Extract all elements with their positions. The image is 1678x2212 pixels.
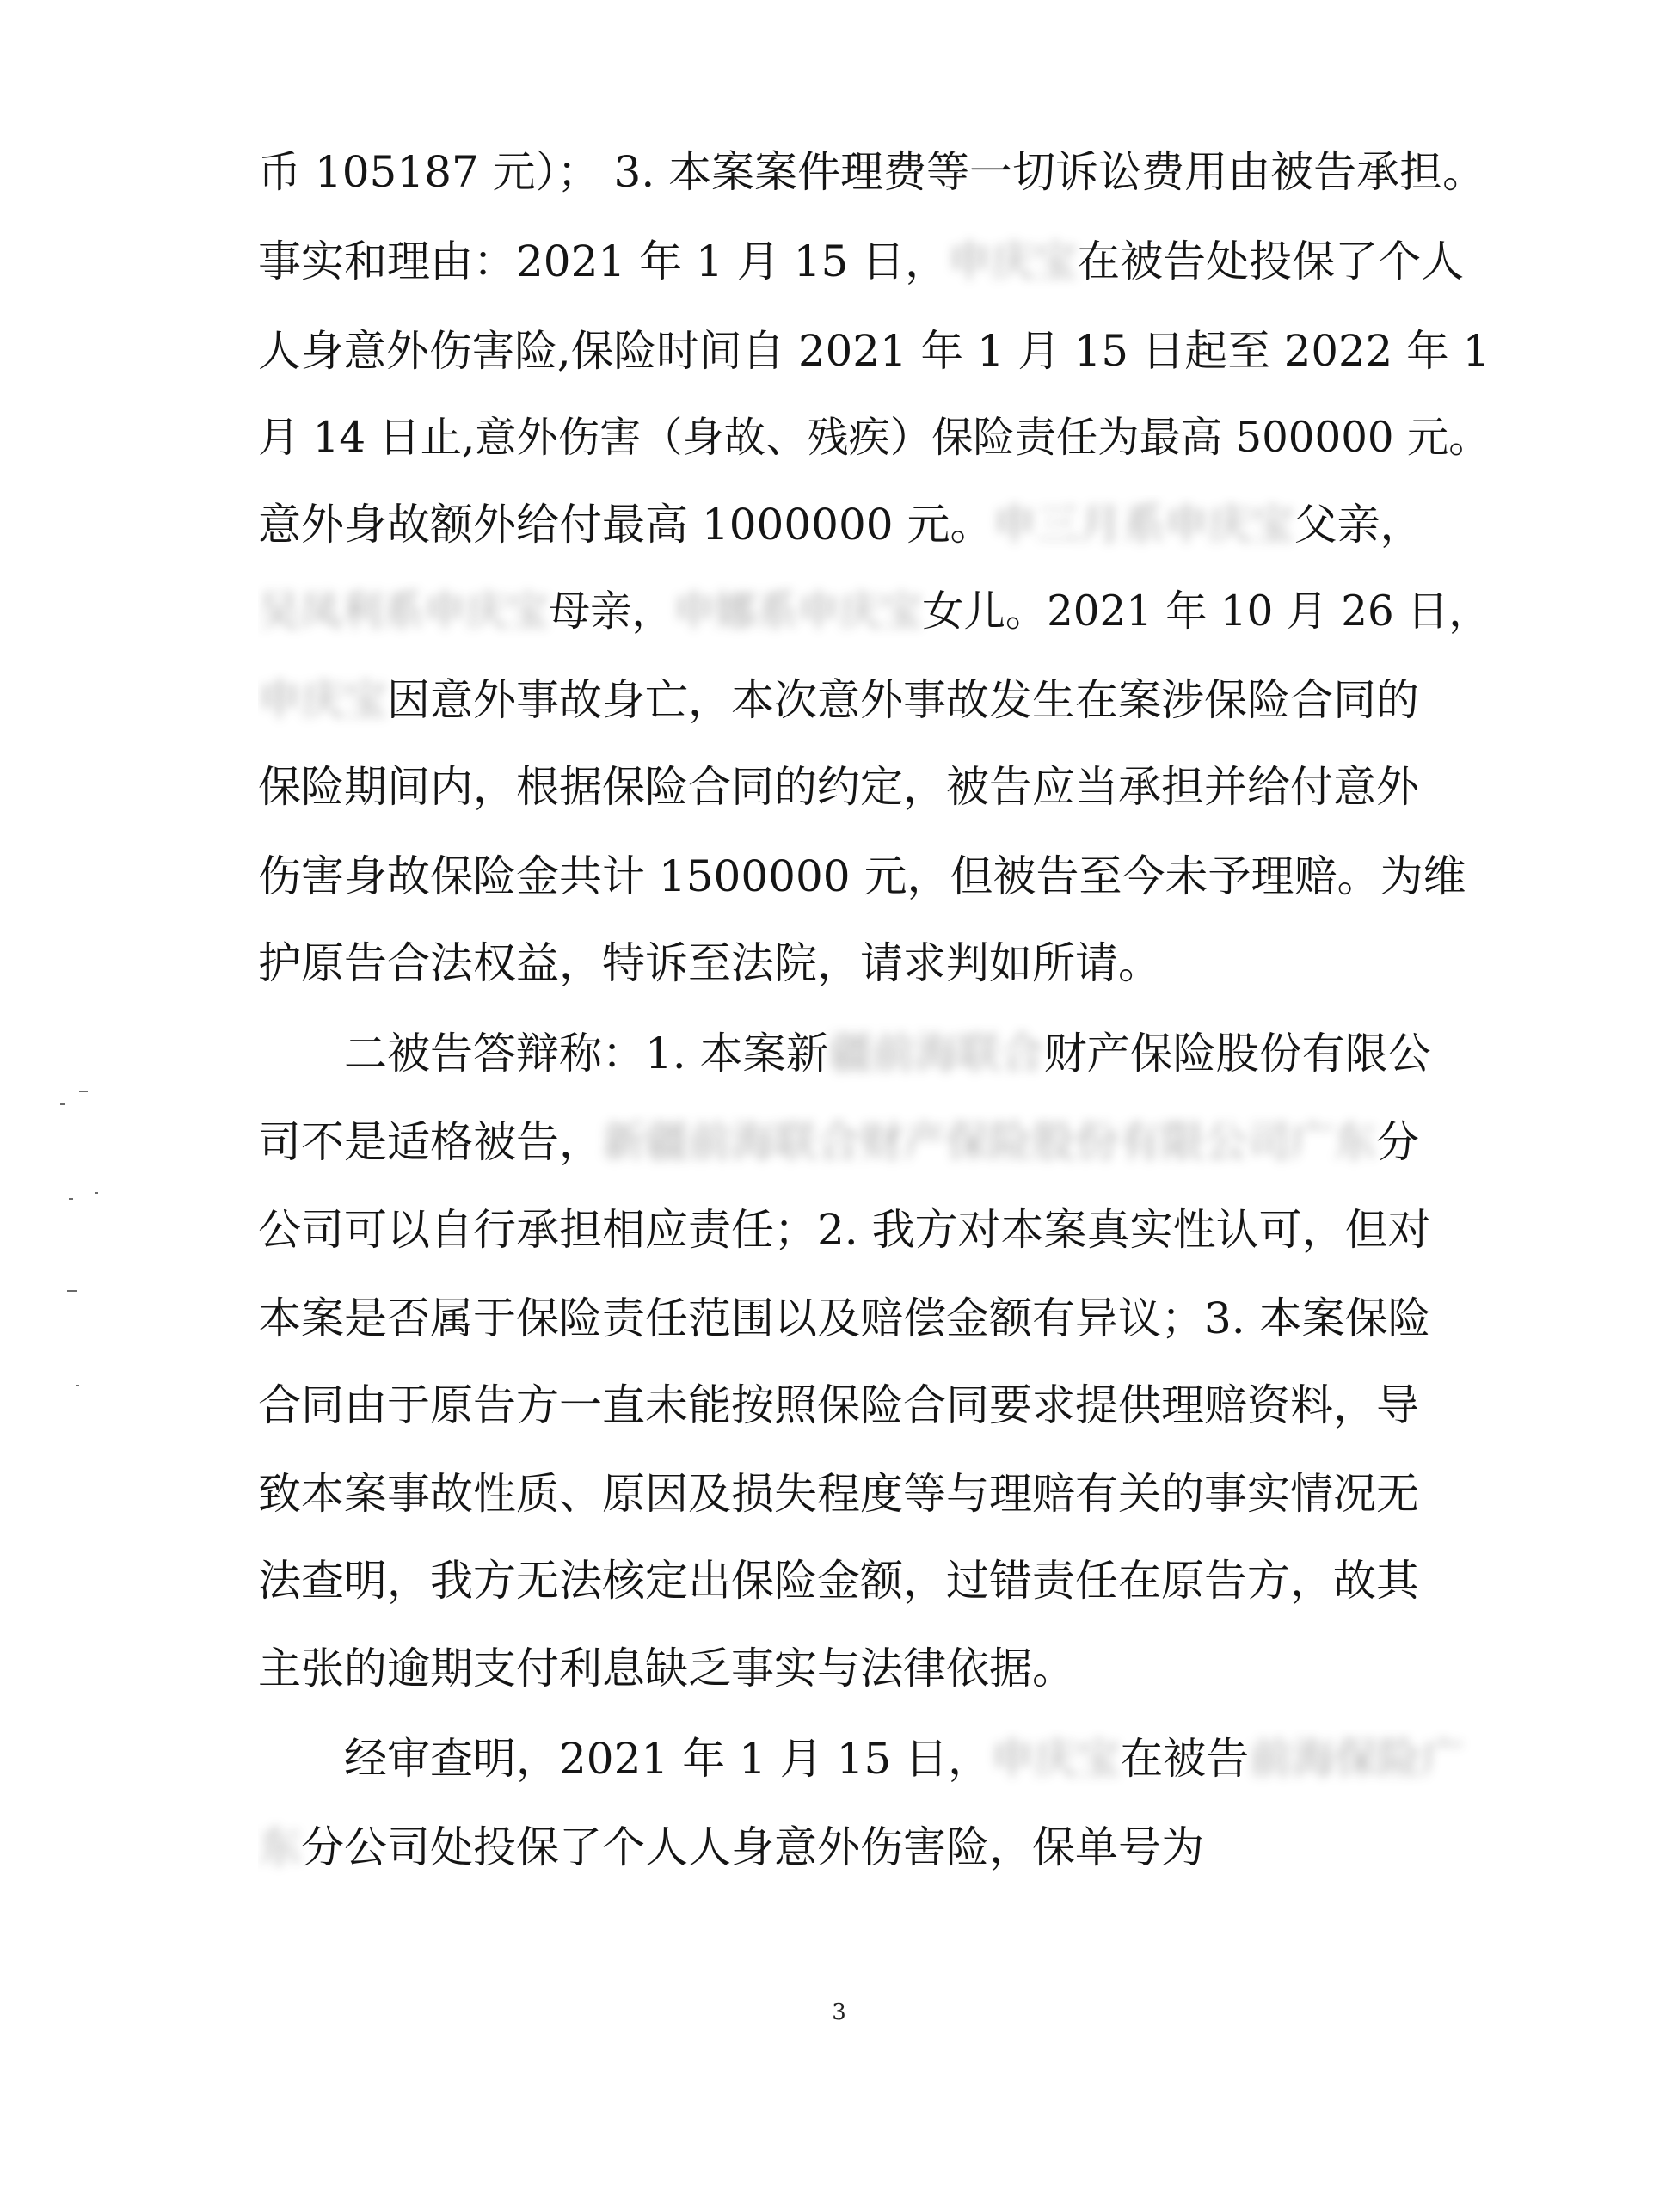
text-segment: 本案是否属于保险责任范围以及赔偿金额有异议；3. 本案保险 [258, 1293, 1431, 1343]
scan-speck [67, 1290, 77, 1292]
text-segment: 月 14 日止,意外伤害（身故、残疾）保险责任为最高 500000 元。 [258, 414, 1491, 462]
scan-speck [79, 1091, 88, 1092]
text-segment: 致本案事故性质、原因及损失程度等与理赔有关的事实情况无 [258, 1469, 1419, 1519]
text-segment: 主张的逾期支付利息缺乏事实与法律依据。 [258, 1644, 1075, 1693]
redacted-text: 吴凤利系申庆宝 [258, 587, 549, 636]
text-segment: 父亲， [1294, 500, 1423, 550]
scan-speck [95, 1192, 98, 1194]
redacted-text: 申庆宝 [991, 1734, 1121, 1784]
text-line-9 [258, 846, 1497, 906]
text-segment: 经审查明，2021 年 1 月 15 日， [344, 1734, 992, 1784]
text-segment: 合同由于原告方一直未能按照保险合同要求提供理赔资料，导 [258, 1380, 1419, 1430]
text-line-16 [258, 1464, 1497, 1524]
text-segment: 母亲， [548, 587, 673, 636]
text-line-7 [258, 670, 1497, 730]
text-line-10 [258, 933, 1497, 993]
scan-speck [60, 1103, 65, 1105]
text-segment: 财产保险股份有限公 [1043, 1029, 1431, 1078]
text-line-5 [258, 495, 1497, 555]
text-line-20 [258, 1817, 1497, 1877]
text-segment: 公司可以自行承担相应责任；2. 我方对本案真实性认可，但对 [258, 1205, 1431, 1255]
text-line-13 [258, 1200, 1497, 1260]
text-line-19 [344, 1729, 1497, 1789]
text-segment: 保险期间内，根据保险合同的约定，被告应当承担并给付意外 [258, 762, 1419, 812]
text-line-8 [258, 757, 1497, 817]
text-line-12 [258, 1112, 1497, 1172]
scan-speck [69, 1198, 73, 1200]
text-segment: 司不是适格被告， [258, 1117, 602, 1167]
text-segment: 因意外事故身亡，本次意外事故发生在案涉保险合同的 [387, 675, 1419, 725]
redacted-text: 申娜系申庆宝 [673, 587, 923, 636]
text-segment: 法查明，我方无法核定出保险金额，过错责任在原告方，故其 [258, 1556, 1419, 1606]
redacted-text: 疆前海联合 [828, 1029, 1044, 1078]
redacted-text: 前海保险广 [1249, 1734, 1465, 1784]
text-line-3 [258, 321, 1497, 381]
redacted-text: 申三月系申庆宝 [993, 500, 1294, 550]
text-segment: 女儿。2021 年 10 月 26 日， [922, 587, 1491, 636]
text-segment: 在被告处投保了个人 [1077, 237, 1465, 286]
text-line-17 [258, 1551, 1497, 1611]
text-segment: 在被告 [1120, 1734, 1250, 1784]
text-segment: 意外身故额外给付最高 1000000 元。 [258, 500, 993, 550]
text-line-4 [258, 408, 1497, 468]
scan-speck [76, 1385, 79, 1386]
text-line-11 [344, 1023, 1497, 1084]
redacted-text: 东 [258, 1822, 301, 1872]
text-segment: 币 105187 元）； 3. 本案案件理费等一切诉讼费用由被告承担。 [258, 147, 1486, 197]
text-line-14 [258, 1288, 1497, 1349]
text-segment: 事实和理由：2021 年 1 月 15 日， [258, 237, 949, 286]
page-number: 3 [832, 2000, 846, 2025]
text-line-2 [258, 231, 1497, 292]
text-line-18 [258, 1638, 1497, 1699]
text-segment: 护原告合法权益，特诉至法院，请求判如所请。 [258, 938, 1161, 988]
text-line-1 [258, 142, 1497, 202]
text-segment: 二被告答辩称：1. 本案新 [344, 1029, 829, 1078]
text-line-15 [258, 1375, 1497, 1435]
redacted-text: 申庆宝 [258, 675, 387, 725]
text-segment: 人身意外伤害险,保险时间自 2021 年 1 月 15 日起至 2022 年 1 [258, 326, 1491, 376]
text-segment: 分 [1376, 1117, 1419, 1167]
redacted-text: 申庆宝 [948, 237, 1078, 286]
text-segment: 分公司处投保了个人人身意外伤害险，保单号为 [301, 1822, 1204, 1872]
text-line-6 [258, 581, 1497, 642]
redacted-text: 新疆前海联合财产保险股份有限公司广东 [602, 1117, 1376, 1167]
text-segment: 伤害身故保险金共计 1500000 元，但被告至今未予理赔。为维 [258, 851, 1466, 901]
